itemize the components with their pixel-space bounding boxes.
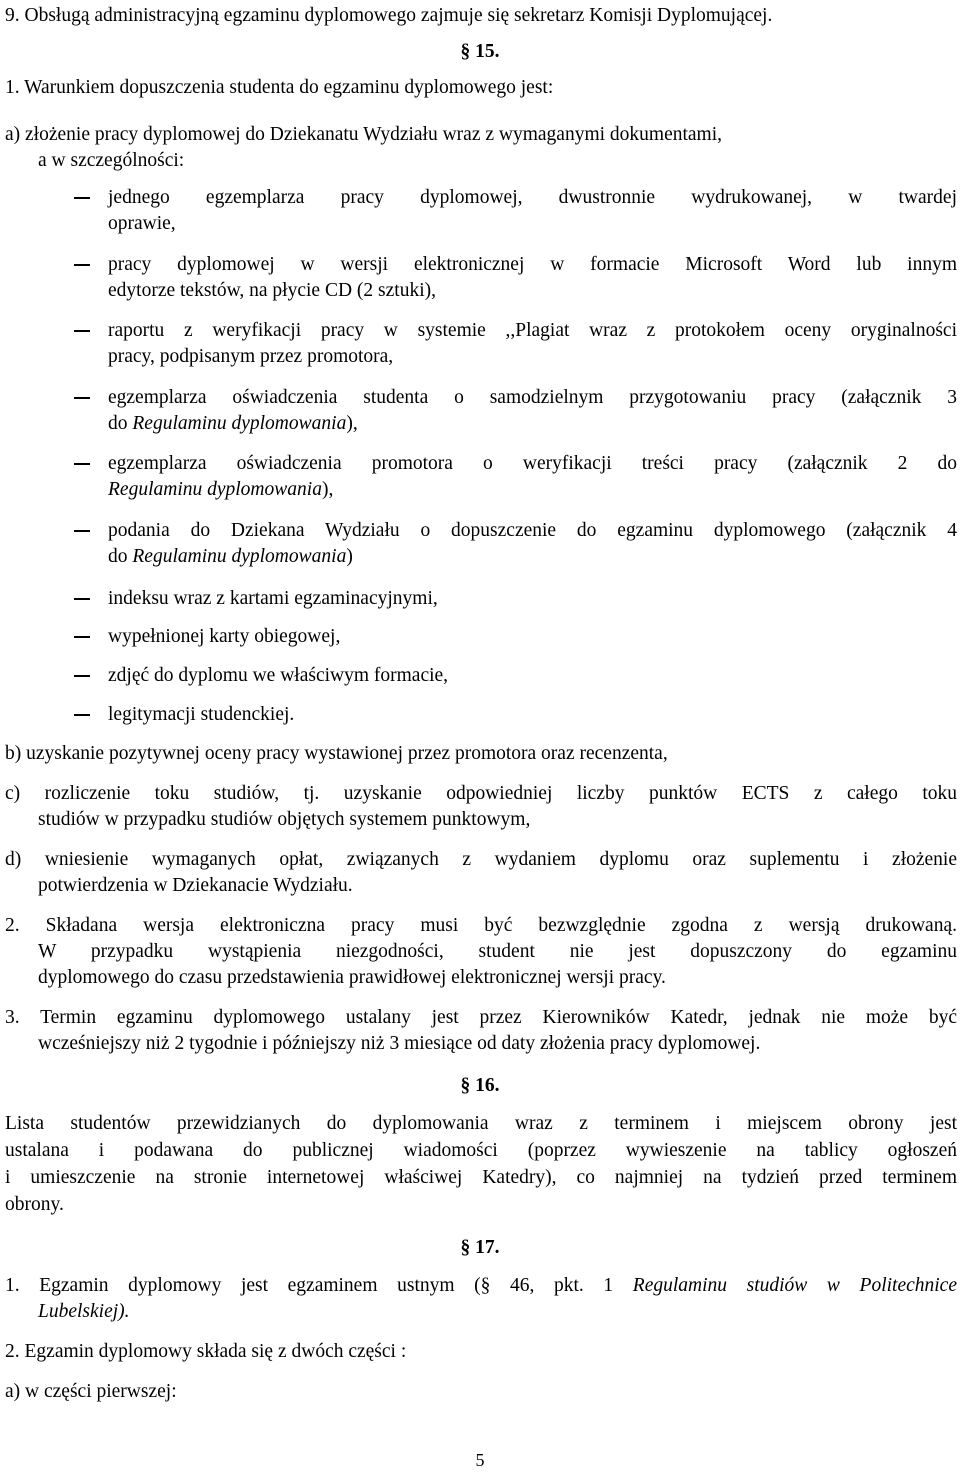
dash-bullet — [74, 197, 90, 199]
item-b: b) uzyskanie pozytywnej oceny pracy wystawionej przez promotora oraz recenzenta, — [5, 743, 668, 764]
item-6-line-1: podania do Dziekana Wydziału o dopuszczenie do egzaminu dyplomowego (załącznik 4 — [108, 520, 957, 541]
item-2-line-2: edytorze tekstów, na płycie CD (2 sztuki), — [108, 280, 436, 301]
item-6-line-2 — [108, 545, 353, 569]
text: 1. Egzamin dyplomowy jest egzaminem ustnym (§ 46, pkt. 1 — [5, 1275, 633, 1296]
section-heading-15: § 15. — [460, 41, 500, 62]
dash-bullet — [74, 714, 90, 716]
item-5-line-1: egzemplarza oświadczenia promotora o weryfikacji treści pracy (załącznik 2 do — [108, 453, 957, 474]
regulation-title: Regulaminu dyplomowania — [108, 479, 322, 500]
regulation-title: Regulaminu dyplomowania — [132, 413, 347, 434]
text: do — [108, 413, 133, 434]
item-1-line-2: oprawie, — [108, 213, 176, 234]
dash-bullet — [74, 264, 90, 266]
section-16-line-4: obrony. — [5, 1194, 64, 1215]
item-a-line-2: a w szczególności: — [38, 150, 185, 171]
dash-bullet — [74, 675, 90, 677]
regulation-title: Regulaminu studiów w Politechnice — [632, 1275, 957, 1296]
item-d-line-2: potwierdzenia w Dziekanacie Wydziału. — [38, 875, 353, 896]
section-16-line-2: ustalana i podawana do publicznej wiadomości (poprzez wywieszenie na tablicy ogłoszeń — [5, 1140, 957, 1161]
item-9: zdjęć do dyplomu we właściwym formacie, — [108, 665, 449, 686]
paragraph-2-line-3: dyplomowego do czasu przedstawienia prawidłowej elektronicznej wersji pracy. — [38, 967, 666, 988]
item-5-line-2 — [108, 478, 333, 502]
item-10: legitymacji studenckiej. — [108, 704, 295, 725]
dash-bullet — [74, 636, 90, 638]
section-17-1-line-1 — [5, 1274, 957, 1298]
dash-bullet — [74, 598, 90, 600]
item-4-line-2 — [108, 412, 358, 436]
text: ) — [346, 546, 353, 567]
item-3-line-2: pracy, podpisanym przez promotora, — [108, 346, 394, 367]
text: do — [108, 546, 133, 567]
paragraph-9: 9. Obsługą administracyjną egzaminu dyplomowego zajmuje się sekretarz Komisji Dyplomującej. — [5, 5, 773, 26]
section-17-2a: a) w części pierwszej: — [5, 1381, 177, 1402]
section-17-1-line-2: Lubelskiej). — [38, 1301, 130, 1322]
paragraph-15-1: 1. Warunkiem dopuszczenia studenta do egzaminu dyplomowego jest: — [5, 77, 554, 98]
section-16-line-3: i umieszczenie na stronie internetowej właściwej Katedry), co najmniej na tydzień przed terminem — [5, 1167, 957, 1188]
paragraph-3-line-1: 3. Termin egzaminu dyplomowego ustalany jest przez Kierowników Katedr, jednak nie może być — [5, 1007, 957, 1028]
page-number: 5 — [475, 1450, 485, 1470]
item-3-line-1: raportu z weryfikacji pracy w systemie ,,Plagiat wraz z protokołem oceny oryginalności — [108, 320, 957, 341]
regulation-title: Regulaminu dyplomowania — [132, 546, 347, 567]
paragraph-2-line-2: W przypadku wystąpienia niezgodności, student nie jest dopuszczony do egzaminu — [38, 941, 957, 962]
dash-bullet — [74, 530, 90, 532]
dash-bullet — [74, 463, 90, 465]
item-d-line-1: d) wniesienie wymaganych opłat, związanych z wydaniem dyplomu oraz suplementu i złożenie — [5, 849, 957, 870]
item-1-line-1: jednego egzemplarza pracy dyplomowej, dwustronnie wydrukowanej, w twardej — [108, 187, 957, 208]
item-4-line-1: egzemplarza oświadczenia studenta o samodzielnym przygotowaniu pracy (załącznik 3 — [108, 387, 957, 408]
text: ), — [346, 413, 358, 434]
dash-bullet — [74, 330, 90, 332]
text: ), — [321, 479, 334, 500]
item-7: indeksu wraz z kartami egzaminacyjnymi, — [108, 588, 438, 609]
paragraph-2-line-1: 2. Składana wersja elektroniczna pracy musi być bezwzględnie zgodna z wersją drukowaną. — [5, 915, 957, 936]
item-c-line-2: studiów w przypadku studiów objętych systemem punktowym, — [38, 809, 531, 830]
dash-bullet — [74, 397, 90, 399]
item-a-line-1: a) złożenie pracy dyplomowej do Dziekanatu Wydziału wraz z wymaganymi dokumentami, — [5, 124, 723, 145]
item-c-line-1: c) rozliczenie toku studiów, tj. uzyskanie odpowiedniej liczby punktów ECTS z całego toku — [5, 783, 957, 804]
item-2-line-1: pracy dyplomowej w wersji elektronicznej w formacie Microsoft Word lub innym — [108, 254, 957, 275]
section-heading-17: § 17. — [460, 1237, 500, 1258]
section-heading-16: § 16. — [460, 1075, 500, 1096]
paragraph-3-line-2: wcześniejszy niż 2 tygodnie i późniejszy niż 3 miesiące od daty złożenia pracy dyplomowej. — [38, 1033, 761, 1054]
section-17-2: 2. Egzamin dyplomowy składa się z dwóch części : — [5, 1341, 407, 1362]
item-8: wypełnionej karty obiegowej, — [108, 626, 341, 647]
section-16-line-1: Lista studentów przewidzianych do dyplomowania wraz z terminem i miejscem obrony jest — [5, 1113, 957, 1134]
